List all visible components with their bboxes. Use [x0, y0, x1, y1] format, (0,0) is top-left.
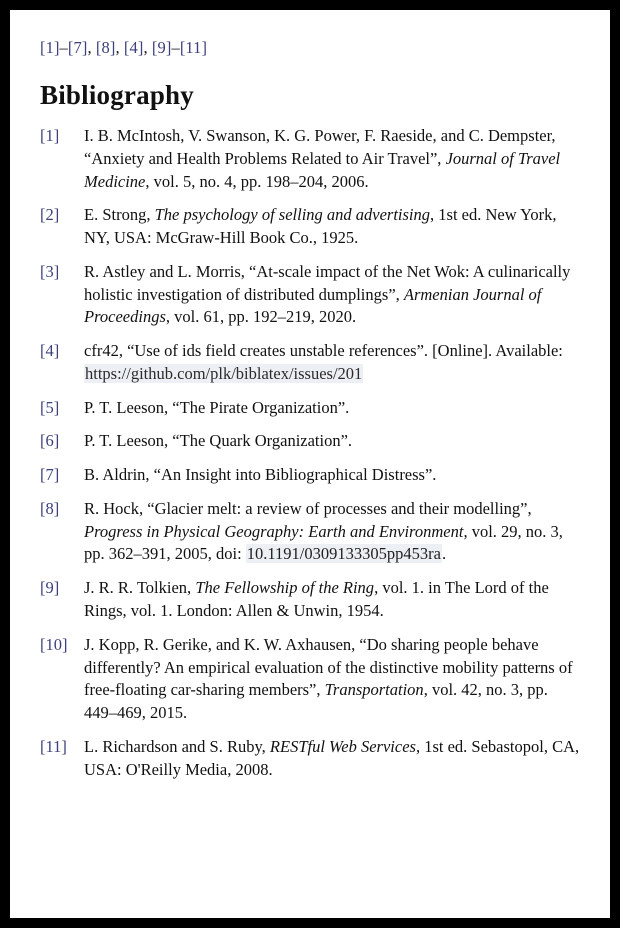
entry-label[interactable]: [9] [40, 578, 60, 598]
entry-text [84, 397, 584, 420]
entry-title-italic: The psychology of selling and advertising [154, 205, 431, 225]
entry-text [84, 125, 584, 193]
citation-separator: – [171, 38, 180, 57]
citation-separator: – [59, 38, 68, 57]
entry-text-segment: P. T. Leeson, “The Quark Organization”. [84, 431, 353, 451]
entry-text-segment: , vol. 1. in The Lord of the Rings, vol. 1. London: Allen & Unwin, 1954. [84, 578, 549, 621]
bibliography-entry [40, 261, 584, 329]
citation-link[interactable]: [11] [179, 38, 208, 57]
citation-separator: , [143, 38, 152, 57]
bibliography-list [36, 125, 584, 781]
document-page [10, 10, 610, 918]
entry-label[interactable]: [7] [40, 465, 60, 485]
entry-text-segment: I. B. McIntosh, V. Swanson, K. G. Power, F. Raeside, and C. Dempster, “Anxiety and Health Problems Related to Air Travel”, [84, 126, 556, 168]
entry-text-segment: J. Kopp, R. Gerike, and K. W. Axhausen, “Do sharing people behave differently? An empirical evaluation of the distinctive mobility patterns of free-floating car-sharing members”, [84, 634, 573, 700]
entry-label[interactable]: [3] [40, 261, 60, 281]
entry-title-italic: RESTful Web Services [269, 736, 416, 756]
bibliography-entry [40, 464, 584, 487]
bibliography-entry [40, 397, 584, 420]
entry-label[interactable]: [4] [40, 341, 60, 361]
citation-separator: , [115, 38, 124, 57]
entry-text-segment: J. R. R. Tolkien, [84, 578, 196, 598]
entry-text [84, 340, 584, 386]
entry-text-segment: R. Hock, “Glacier melt: a review of processes and their modelling”, [84, 498, 532, 518]
bibliography-entry [40, 125, 584, 193]
bibliography-entry [40, 736, 584, 782]
entry-text-segment: , vol. 29, no. 3, pp. 362–391, 2005, doi: [84, 521, 563, 564]
entry-text-segment: , 1st ed. New York, NY, USA: McGraw-Hill Book Co., 1925. [84, 205, 557, 248]
entry-title-italic: Transportation [324, 680, 424, 700]
entry-text [84, 498, 584, 566]
entry-doi-link[interactable]: 10.1191/0309133305pp453ra [246, 544, 441, 564]
entry-url-link[interactable]: https://github.com/plk/biblatex/issues/201 [85, 363, 363, 383]
bibliography-entry [40, 340, 584, 386]
entry-text-segment: , vol. 5, no. 4, pp. 198–204, 2006. [145, 171, 369, 191]
citation-separator: , [87, 38, 96, 57]
entry-label[interactable]: [10] [40, 634, 68, 654]
page-title: Bibliography [40, 80, 194, 110]
entry-text [84, 736, 584, 782]
entry-label[interactable]: [2] [40, 205, 60, 225]
bibliography-entry [40, 634, 584, 725]
bibliography-entry [40, 577, 584, 623]
entry-text-segment: P. T. Leeson, “The Pirate Organization”. [84, 397, 350, 417]
entry-text [84, 430, 584, 453]
bibliography-entry [40, 430, 584, 453]
entry-text-segment: L. Richardson and S. Ruby, [84, 736, 270, 756]
entry-label[interactable]: [8] [40, 498, 60, 518]
entry-label[interactable]: [6] [40, 431, 60, 451]
entry-text-segment: R. Astley and L. Morris, “At-scale impact of the Net Wok: A culinarically holistic investigation of distributed dumplings”, [84, 261, 571, 304]
entry-text-segment: E. Strong, [84, 205, 155, 225]
bibliography-entry [40, 204, 584, 250]
entry-label[interactable]: [5] [40, 397, 60, 417]
entry-title-italic: Progress in Physical Geography: Earth and Environment [84, 521, 464, 541]
entry-text [84, 261, 584, 329]
entry-text [84, 577, 584, 623]
citation-link[interactable]: [4] [123, 38, 144, 57]
inline-citation-line [40, 38, 584, 58]
entry-text [84, 204, 584, 250]
citation-link[interactable]: [8] [95, 38, 116, 57]
entry-text-segment: . [441, 544, 447, 564]
entry-title-italic: Journal of Travel Medicine [84, 148, 561, 191]
entry-text-segment: , 1st ed. Sebastopol, CA, USA: O'Reilly Media, 2008. [84, 736, 580, 779]
entry-text-segment: cfr42, “Use of ids field creates unstable references”. [Online]. Available: [84, 341, 563, 361]
entry-text-segment: , vol. 61, pp. 192–219, 2020. [165, 307, 357, 327]
entry-text [84, 464, 584, 487]
entry-text-segment: , vol. 42, no. 3, pp. 449–469, 2015. [84, 680, 548, 723]
entry-label[interactable]: [11] [40, 736, 67, 756]
entry-text [84, 634, 584, 725]
entry-text-segment: B. Aldrin, “An Insight into Bibliographical Distress”. [84, 465, 437, 485]
entry-title-italic: The Fellowship of the Ring [195, 578, 375, 598]
entry-title-italic: Armenian Journal of Proceedings [84, 284, 542, 327]
bibliography-entry [40, 498, 584, 566]
citation-link[interactable]: [7] [67, 38, 88, 57]
citation-link[interactable]: [1] [40, 38, 60, 57]
entry-label[interactable]: [1] [40, 126, 60, 145]
citation-link[interactable]: [9] [151, 38, 172, 57]
